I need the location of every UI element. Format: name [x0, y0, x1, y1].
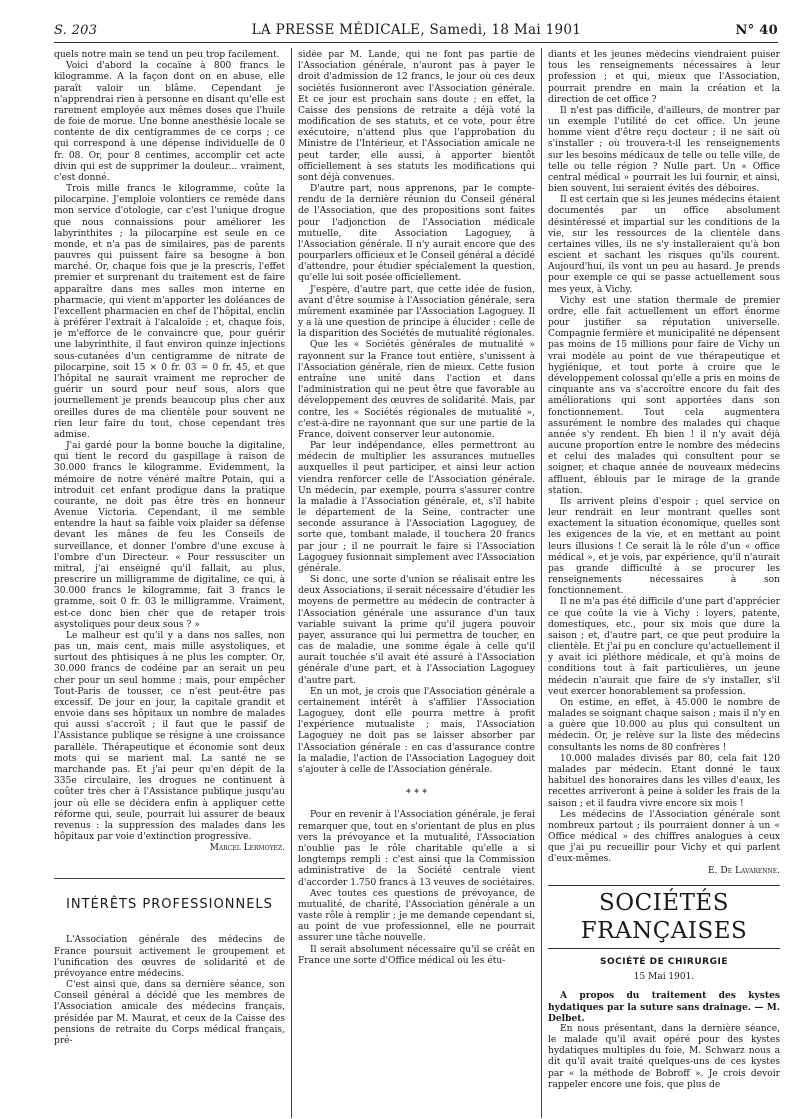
- column-divider: [291, 48, 292, 1118]
- author-signature: E. De Lavarenne.: [708, 865, 780, 876]
- session-date: 15 Mai 1901.: [633, 972, 695, 983]
- society-heading: SOCIÉTÉ DE CHIRURGIE: [600, 957, 728, 968]
- section-divider: [54, 878, 285, 879]
- separator-stars: * * *: [405, 788, 428, 800]
- paragraph: sidée par M. Lande, qui ne font pas partie de l'Association générale, n'auront pas à payer le droit d'admission de 12 francs, le jour où ces deux sociétés fusionneront avec l'Association générale. Et ce jour est prochain sans doute ; en effet, la Caisse des pensions de retraite a déjà voté la modification de ses statuts, et ce vote, pour être exécutoire, n'attend plus que l'approbation du Ministre de l'Intérieur, et l'Association amicale ne peut tarder, elle aussi, à apporter bientôt officiellement à ses statuts les modifications qui sont déjà convenues.: [298, 50, 535, 183]
- paragraph: En nous présentant, dans la dernière séance, le malade qu'il avait opéré pour des kystes hydatiques multiples du foie, M. Schwarz nous a dit qu'il avait traité quelques-uns de ces kystes par « la méthode de Bobroff ». Je crois devoir rappeler encore une fois, que plus de: [548, 1023, 780, 1090]
- column-2: [298, 50, 535, 1116]
- author-signature: Marcel Lermoyez.: [209, 843, 285, 854]
- column-3: [548, 50, 780, 1116]
- paragraph: Le malheur est qu'il y a dans nos salles, non pas un, mais cent, mais mille asystoliques, et surtout des phtisiques à ne plus les compter. Or, 30.000 francs de codéine par an serait un peu cher pour un seul homme ; mais, pour empêcher Tout-Paris de tousser, ce n'est peut-être pas excessif. De jour en jour, la capitale grandit et envoie dans ses hôpitaux un nombre de malades qui aussi s'accroît ; il faut que le passif de l'Assistance publique se résigne à une croissance parallèle. Thérapeutique et économie sont deux mots qui se marient mal. La santé ne se marchande pas. Et j'ai peur qu'en dépit de la 335e circulaire, les drogues ne continuent à coûter très cher à l'Assistance publique jusqu'au jour où elle se décidera enfin à appliquer cette réforme qui, seule, pourrait lui assurer de beaux revenus : la suppression des malades dans les hôpitaux par voie d'extinction progressive.: [54, 630, 285, 843]
- issue-number: N° 40: [735, 23, 778, 38]
- paragraph: diants et les jeunes médecins viendraient puiser tous les renseignements nécessaires à leur profession ; et qui, mieux que l'Association, pourrait prendre en main la création et la direction de cet office ?: [548, 50, 780, 105]
- paragraph: C'est ainsi que, dans sa dernière séance, son Conseil général a décidé que les membres de l'Association amicale des médecins français, présidée par M. Maurat, et ceux de la Caisse des pensions de retraite du Corps médical français, pré-: [54, 980, 285, 1046]
- paragraph: Trois mille francs le kilogramme, coûte la pilocarpine. J'emploie volontiers ce remède dans mon service d'otologie, car c'est l'unique drogue que nous connaissions pour améliorer les labyrinthites ; la pilocarpine est seule en ce monde, et n'a pas de similaires, pas de parents pauvres qui puissent faire sa besogne à bon marché. Or, chaque fois que je la prescris, l'effet premier et surprenant du traitement est de faire apparaître dans mes salles mon interne en pharmacie, qui vient m'apporter les doléances de l'excellent pharmacien en chef de l'hôpital, enclin à préférer l'extrait à l'alcaloïde ; et, chaque fois, je m'efforce de le convaincre que, pour guérir une labyrinthite, il faut environ quinze injections sous-cutanées d'un centigramme de nitrate de pilocarpine, soit 15 × 0 fr. 03 = 0 fr. 45, et que l'hôpital ne saurait vraiment me reprocher de guérir un sourd pour neuf sous, alors que journellement je prends beaucoup plus cher aux oreilles dures de ma clientèle pour souvent ne rien leur faire du tout, chose cependant très admise.: [54, 184, 285, 440]
- paragraph: On estime, en effet, à 45.000 le nombre de malades se soignant chaque saison ; mais il n'y en a guère que 10.000 au plus qui consultent un médecin. Or, je relève sur la liste des médecins consultants les noms de 80 confrères !: [548, 697, 780, 753]
- header-rule: [54, 42, 778, 43]
- paragraph: En un mot, je crois que l'Association générale a certainement intérêt à s'affilier l'Association Lagoguey, dont elle pourra mettre à profit l'expérience mutualiste ; mais, l'Association Lagoguey ne doit pas se laisser absorber par l'Association générale : en cas d'assurance contre la maladie, l'action de l'Association Lagoguey doit s'ajouter à celle de l'Association générale.: [298, 686, 535, 775]
- paragraph: D'autre part, nous apprenons, par le compte-rendu de la dernière réunion du Conseil général de l'Association, que des propositions sont faites pour l'adjonction de l'Association médicale mutuelle, dite Association Lagoguey, à l'Association générale. Il n'y aurait encore que des pourparlers officieux et le Conseil général a décidé d'attendre, pour étudier spécialement la question, qu'elle lui soit posée officiellement.: [298, 184, 535, 284]
- paragraph: Si donc, une sorte d'union se réalisait entre les deux Associations, il serait nécessaire d'étudier les moyens de permettre au médecin de contracter à l'Association générale une assurance d'un taux variable suivant la prime qu'il jugera pouvoir payer, assurance qui lui permettra de toucher, en cas de maladie, une somme égale à celle qu'il aurait touchée s'il avait été assuré à l'Association générale d'une part, et à l'Association Lagoguey d'autre part.: [298, 575, 535, 686]
- paragraph: Voici d'abord la cocaïne à 800 francs le kilogramme. A la façon dont on en abuse, elle paraît valoir un blâme. Cependant je n'apprendrai rien à personne en disant qu'elle est rarement employée aux mêmes doses que l'huile de foie de morue. Une bonne anesthésie locale se contente de dix centigrammes de ce corps ; ce qui correspond à une dépense individuelle de 0 fr. 08. Or, pour 8 centimes, accomplir cet acte divin qui est de supprimer la douleur... vraiment, c'est donné.: [54, 61, 285, 183]
- article-title: A propos du traitement des kystes hydatiques par la suture sans drainage. — M. Delbet.: [548, 990, 780, 1024]
- paragraph: Ils arrivent pleins d'espoir ; quel service on leur rendrait en leur montrant quelles sont exactement la situation économique, quelles sont les exigences de la vie, et en mettant au point leurs illusions ! Ce serait là le rôle d'un « office médical », et je vois, par expérience, qu'il n'aurait pas grande difficulté à se procurer les renseignements nécessaires à son fonctionnement.: [548, 496, 780, 597]
- paragraph: Il ne m'a pas été difficile d'une part d'apprécier ce que coûte la vie à Vichy : loyers, patente, domestiques, etc., pour six mois que dure la saison ; et, d'autre part, ce que peut produire la clientèle. Et j'ai pu en conclure qu'actuellement il y avait ici pléthore médicale, et qu'à moins de conditions tout à fait particulières, un jeune médecin n'aurait que faire de s'y installer, s'il veut exercer honorablement sa profession.: [548, 597, 780, 697]
- page-number: S. 203: [54, 23, 98, 38]
- paragraph: Avec toutes ces questions de prévoyance, de mutualité, de charité, l'Association générale a un vaste rôle à remplir ; je me demande cependant si, au point de vue professionnel, elle ne pourrait assurer une tâche nouvelle.: [298, 888, 535, 944]
- paragraph: J'ai gardé pour la bonne bouche la digitaline, qui tient le record du gaspillage à raison de 30.000 francs le kilogramme. Evidemment, la mémoire de notre vénéré maître Potain, qui a introduit cet enfant prodigue dans la pratique courante, ne doit pas être très en honneur Avenue Victoria. Cependant, il me semble entendre la haut sa faible voix plaider sa défense devant les mânes de feu les Conseils de surveillance, et donner l'ombre d'une excuse à l'ombre d'un Directeur. « Pour ressusciter un mitral, j'ai enseigné qu'il fallait, au plus, prescrire un milligramme de digitaline, ce qui, à 30.000 francs le kilogramme, fait 3 francs le gramme, soit 0 fr. 03 le milligramme. Vraiment, est-ce donc bien cher que de retaper trois asystoliques pour deux sous ? »: [54, 441, 285, 630]
- column-divider: [541, 48, 542, 1118]
- paragraph: Pour en revenir à l'Association générale, je ferai remarquer que, tout en s'orientant de plus en plus vers la prévoyance et la mutualité, l'Association n'oublie pas le rôle charitable qu'elle a si longtemps rempli : c'est ainsi que la Commission administrative de la Société centrale vient d'accorder 1.750 francs à 13 veuves de sociétaires.: [298, 810, 535, 888]
- paragraph: 10.000 malades divisés par 80, cela fait 120 malades par médecin. Etant donné le taux habituel des honoraires dans les villes d'eaux, les recettes arriveront à peine à solder les frais de la saison ; et il faudra vivre encore six mois !: [548, 753, 780, 809]
- paragraph: Les médecins de l'Association générale sont nombreux partout ; ils pourraient donner à un « Office médical » des chiffres analogues à ceux que j'ai pu recueillir pour Vichy et qui parlent d'eux-mêmes.: [548, 809, 780, 865]
- page-header: [54, 16, 778, 38]
- paragraph: Que les « Sociétés générales de mutualité » rayonnent sur la France tout entière, s'unissent à l'Association générale, rien de mieux. Cette fusion entraîne une unité dans l'action et dans l'administration qui ne peut être que favorable au développement des œuvres de solidarité. Mais, par contre, les « Sociétés régionales de mutualité », c'est-à-dire ne rayonnant que sur une partie de la France, doivent conserver leur autonomie.: [298, 340, 535, 440]
- paragraph: Vichy est une station thermale de premier ordre, elle fait actuellement un effort énorme pour justifier sa réputation universelle. Compagnie fermière et municipalité ne dépensent pas moins de 15 millions pour faire de Vichy un vrai modèle au point de vue thérapeutique et hygiénique, et tout porte à croire que le développement colossal qu'elle a pris en moins de cinquante ans va s'accroître encore du fait des améliorations qui sont apportées dans son fonctionnement. Tout cela augmentera assurément le nombre des malades qui chaque année s'y rendent. Eh bien ! il n'y avait déjà aucune proportion entre le nombre des médecins et celui des malades qui consultent pour se soigner, et chaque année de nouveaux médecins affluent, éblouis par le mirage de la grande station.: [548, 295, 780, 496]
- paragraph: quels notre main se tend un peu trop facilement.: [54, 50, 280, 60]
- section-heading: SOCIÉTÉS FRANÇAISES: [548, 885, 780, 950]
- paragraph: Par leur indépendance, elles permettront au médecin de multiplier les assurances mutuelles auxquelles il peut participer, et ainsi leur action viendra renforcer celle de l'Association générale. Un médecin, par exemple, pourra s'assurer contre la maladie à l'Association générale, et, s'il habite le département de la Seine, contracter une seconde assurance à l'Association Lagoguey, de sorte que, tombant malade, il touchera 20 francs par jour ; il ne pourrait le faire si l'Association Lagoguey fusionnait simplement avec l'Association générale.: [298, 441, 535, 574]
- column-1: [54, 50, 285, 1116]
- paragraph: Il est certain que si les jeunes médecins étaient documentés par un office absolument désintéressé et impartial sur les conditions de la vie, sur les ressources de la clientèle dans certaines villes, ils ne s'y installeraient qu'à bon escient et sachant les risques qu'ils courent. Aujourd'hui, ils vont un peu au hasard. Je prends pour exemple ce qui se passe actuellement sous mes yeux, à Vichy.: [548, 195, 780, 295]
- journal-title: LA PRESSE MÉDICALE, Samedi, 18 Mai 1901: [251, 22, 582, 38]
- paragraph: Il serait absolument nécessaire qu'il se créât en France une sorte d'Office médical où les étu-: [298, 944, 535, 966]
- section-heading: INTÉRÊTS PROFESSIONNELS: [66, 897, 273, 913]
- paragraph: L'Association générale des médecins de France poursuit activement le groupement et l'unification des œuvres de solidarité et de prévoyance entre médecins.: [54, 935, 285, 979]
- paragraph: Il n'est pas difficile, d'ailleurs, de montrer par un exemple l'utilité de cet office. Un jeune homme vient d'être reçu docteur ; il ne sait où s'installer ; où trouvera-t-il les renseignements sur les besoins médicaux de telle ou telle ville, de telle ou telle région ? Nulle part. Un « Office central médical » pourrait les lui fournir, et ainsi, bien souvent, lui seraient évités des déboires.: [548, 105, 780, 195]
- paragraph: J'espère, d'autre part, que cette idée de fusion, avant d'être soumise à l'Association générale, sera mûrement examinée par l'Association Lagoguey. Il y a là une question de principe à élucider : celle de la disparition des Sociétés de mutualité régionales.: [298, 284, 535, 340]
